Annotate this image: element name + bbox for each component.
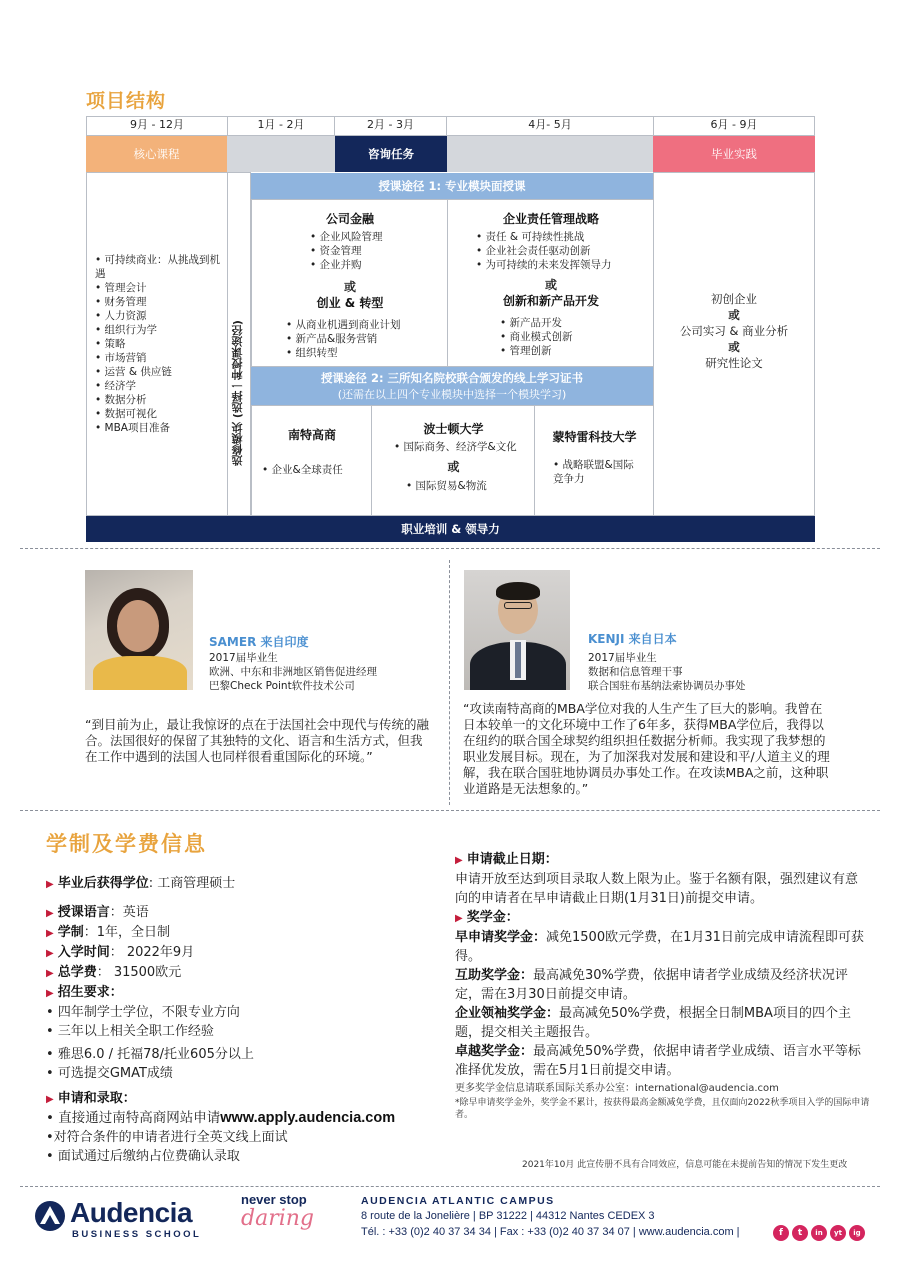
period-2: 1月 - 2月 bbox=[227, 116, 335, 136]
linkedin-icon[interactable]: in bbox=[811, 1225, 827, 1241]
consulting-bar: 咨询任务 bbox=[335, 136, 447, 172]
structure-title: 项目结构 bbox=[86, 90, 167, 112]
triangle-icon: ▶ bbox=[46, 1094, 54, 1105]
intake-value: ： 2022年9月 bbox=[109, 945, 195, 960]
boston-list-1 bbox=[394, 440, 517, 454]
core-item: • 市场营销 bbox=[95, 351, 221, 365]
degree-value: : 工商管理硕士 bbox=[148, 876, 236, 891]
csr-item: • 企业社会责任驱动创新 bbox=[476, 244, 612, 258]
montreal-title: 蒙特雷科技大学 bbox=[552, 430, 637, 444]
boston-item: • 国际贸易&物流 bbox=[406, 479, 487, 493]
finance-title: 公司金融 bbox=[325, 212, 374, 226]
montreal-list bbox=[553, 458, 643, 486]
venture-item: • 组织转型 bbox=[286, 346, 401, 360]
structure-table bbox=[86, 116, 815, 542]
deadline-label: 申请截止日期： bbox=[466, 852, 558, 867]
triangle-icon: ▶ bbox=[46, 988, 54, 999]
apply-step: 面试通过后缴纳占位费确认录取 bbox=[57, 1149, 240, 1164]
requirement: • 四年制学士学位，不限专业方向 bbox=[46, 1005, 240, 1020]
core-item: • 策略 bbox=[95, 337, 221, 351]
finance-item: • 企业风险管理 bbox=[310, 230, 383, 244]
requirement: • 三年以上相关全职工作经验 bbox=[46, 1024, 214, 1039]
period-3: 2月 - 3月 bbox=[334, 116, 447, 136]
kenji-line: 数据和信息管理干事 bbox=[588, 666, 683, 678]
grad-option: 研究性论文 bbox=[705, 356, 763, 370]
or-label: 或 bbox=[728, 308, 740, 322]
apply-link[interactable]: www.apply.audencia.com bbox=[220, 1110, 396, 1126]
info-left-column: ▶ 毕业后获得学位: 工商管理硕士 ▶ 授课语言：英语 ▶ 学制：1年，全日制 ▶ 入学时间： 2022年9月 ▶ 总学费： 31500欧元 ▶ 招生要求： • 四年制学士学位，不限专业方向 • 三年以上相关全职工作经验 • 雅思6.0 / 托福78/托业605分以上 • 可选提交GMAT成绩 ▶ 申请和录取： • 直接通过南特高商网站申请www.apply.audencia.com •对符合条件的申请者进行全英文线上面试 • 面试通过后缴纳占位费确认录取 bbox=[46, 874, 436, 1166]
path2-subtitle: (还需在以上四个专业模块中选择一个模块学习) bbox=[337, 388, 567, 401]
divider bbox=[449, 560, 450, 805]
csr-item: • 责任 & 可持续性挑战 bbox=[476, 230, 612, 244]
nantes-block bbox=[251, 405, 372, 516]
fee-value: ： 31500欧元 bbox=[96, 965, 182, 980]
core-item: • MBA项目准备 bbox=[95, 421, 221, 435]
or-label: 或 bbox=[728, 340, 740, 354]
lang-label: 授课语言 bbox=[57, 905, 110, 920]
grad-option: 初创企业 bbox=[711, 292, 757, 306]
innovation-item: • 新产品开发 bbox=[500, 316, 573, 330]
samer-name: SAMER 来自印度 bbox=[209, 635, 309, 649]
scholarship-label: 奖学金： bbox=[466, 910, 519, 925]
campus-contact: Tél. : +33 (0)2 40 37 34 34 | Fax : +33 (0)2 40 37 34 07 | www.audencia.com | bbox=[361, 1226, 740, 1238]
samer-line: 2017届毕业生 bbox=[209, 652, 278, 664]
finance-item: • 资金管理 bbox=[310, 244, 383, 258]
career-bar: 职业培训 & 领导力 bbox=[86, 516, 815, 542]
samer-photo bbox=[85, 570, 193, 690]
kenji-quote: “攻读南特高商的MBA学位对我的人生产生了巨大的影响。我曾在日本较单一的文化环境中工作了6年多，获得MBA学位后，我得以在纽约的联合国全球契约组织担任数据分析师。我实现了我梦想的职业发展目标。现在，为了加深我对发展和建设和平/人道主义的理解，我在联合国驻地协调员办事处工作。在攻读MBA之前，这种职业道路是无法想象的。” bbox=[463, 701, 830, 796]
csr-title: 企业责任管理战略 bbox=[502, 212, 599, 226]
venture-item: • 新产品&服务营销 bbox=[286, 332, 401, 346]
core-item: • 数据可视化 bbox=[95, 407, 221, 421]
apply-label: 申请和录取： bbox=[57, 1091, 136, 1106]
fee-label: 总学费 bbox=[57, 965, 97, 980]
facebook-icon[interactable]: f bbox=[773, 1225, 789, 1241]
core-item: • 人力资源 bbox=[95, 309, 221, 323]
scholarship-item: 互助奖学金：最高减免30%学费，依据申请者学业成绩及经济状况评定，需在3月30日前提交申请。 bbox=[455, 968, 848, 1002]
divider bbox=[20, 548, 880, 549]
slogan-line2: daring bbox=[241, 1206, 315, 1231]
kenji-name: KENJI 来自日本 bbox=[588, 632, 677, 646]
boston-item: • 国际商务、经济学&文化 bbox=[394, 440, 517, 454]
innovation-item: • 商业模式创新 bbox=[500, 330, 573, 344]
scholarship-item: 卓越奖学金：最高减免50%学费，依据申请者学业成绩、语言水平等标准择优发放，需在5月1日前提交申请。 bbox=[455, 1044, 861, 1078]
brand-sub: BUSINESS SCHOOL bbox=[72, 1229, 202, 1240]
footnote: *除早申请奖学金外，奖学金不累计，按获得最高金额减免学费，且仅面向2022秋季项目入学的国际申请者。 bbox=[455, 1098, 870, 1120]
core-list-cell bbox=[86, 172, 228, 516]
path2-bar bbox=[251, 367, 653, 405]
kenji-info bbox=[588, 651, 746, 693]
youtube-icon[interactable]: yt bbox=[830, 1225, 846, 1241]
venture-list bbox=[286, 318, 401, 360]
divider bbox=[20, 810, 880, 811]
boston-block bbox=[371, 405, 535, 516]
core-item: • 财务管理 bbox=[95, 295, 221, 309]
triangle-icon: ▶ bbox=[455, 913, 463, 924]
nantes-title: 南特高商 bbox=[287, 428, 336, 442]
innovation-item: • 管理创新 bbox=[500, 344, 573, 358]
nantes-list bbox=[262, 463, 343, 477]
or-label: 或 bbox=[447, 460, 460, 474]
apply-step: 直接通过南特高商网站申请 bbox=[58, 1110, 221, 1126]
deadline-text: 申请开放至达到项目录取人数上限为止。鉴于名额有限，强烈建议有意向的申请者在早申请截止日期(1月31日)前提交申请。 bbox=[455, 872, 859, 906]
duration-label: 学制 bbox=[57, 925, 84, 940]
boston-title: 波士顿大学 bbox=[423, 422, 484, 436]
requirement: • 可选提交GMAT成绩 bbox=[46, 1066, 173, 1081]
montreal-block bbox=[534, 405, 654, 516]
core-item: • 经济学 bbox=[95, 379, 221, 393]
period-5: 6月 - 9月 bbox=[653, 116, 815, 136]
graduation-bar: 毕业实践 bbox=[653, 136, 815, 172]
core-item: • 管理会计 bbox=[95, 281, 221, 295]
core-courses-bar: 核心课程 bbox=[86, 136, 227, 172]
kenji-line: 2017届毕业生 bbox=[588, 652, 657, 664]
boston-list-2 bbox=[406, 479, 487, 493]
core-item: • 可持续商业：从挑战到机遇 bbox=[95, 253, 221, 281]
triangle-icon: ▶ bbox=[46, 908, 54, 919]
gap-bar-2 bbox=[447, 136, 654, 172]
scholarship-item: 早申请奖学金：减免1500欧元学费，在1月31日前完成申请流程即可获得。 bbox=[455, 930, 864, 964]
samer-line: 巴黎Check Point软件技术公司 bbox=[209, 680, 355, 692]
period-4: 4月- 5月 bbox=[446, 116, 654, 136]
audencia-logo-icon bbox=[34, 1200, 66, 1232]
intake-label: 入学时间 bbox=[57, 945, 110, 960]
degree-label: 毕业后获得学位 bbox=[57, 876, 149, 891]
scholarship-item: 企业领袖奖学金：最高减免50%学费，根据全日制MBA项目的四个主题，提交相关主题报告。 bbox=[455, 1006, 851, 1040]
kenji-line: 联合国驻布基纳法索协调员办事处 bbox=[588, 680, 746, 692]
requirements-label: 招生要求： bbox=[57, 985, 123, 1000]
divider bbox=[20, 1186, 880, 1187]
grad-option: 公司实习 & 商业分析 bbox=[679, 324, 789, 338]
contact-line: 更多奖学金信息请联系国际关系办公室：international@audencia.com bbox=[455, 1083, 779, 1094]
samer-line: 欧洲、中东和非洲地区销售促进经理 bbox=[209, 666, 377, 678]
nantes-item: • 企业&全球责任 bbox=[262, 463, 343, 477]
kenji-photo bbox=[464, 570, 570, 690]
twitter-icon[interactable]: t bbox=[792, 1225, 808, 1241]
core-item: • 运营 & 供应链 bbox=[95, 365, 221, 379]
campus-address: 8 route de la Jonelière | BP 31222 | 44312 Nantes CEDEX 3 bbox=[361, 1210, 655, 1222]
instagram-icon[interactable]: ig bbox=[849, 1225, 865, 1241]
finance-block bbox=[251, 199, 448, 367]
date-note: 2021年10月 此宣传册不具有合同效应，信息可能在未提前告知的情况下发生更改 bbox=[522, 1160, 848, 1170]
innovation-title: 创新和新产品开发 bbox=[502, 294, 599, 308]
campus-name: AUDENCIA ATLANTIC CAMPUS bbox=[361, 1195, 555, 1207]
path1-bar: 授课途径 1: 专业模块面授课 bbox=[251, 173, 653, 199]
venture-item: • 从商业机遇到商业计划 bbox=[286, 318, 401, 332]
elective-label: 选修模块 (选择一种授课途径) bbox=[231, 320, 244, 466]
or-label: 或 bbox=[544, 278, 557, 292]
slogan-line1: never stop bbox=[241, 1192, 307, 1207]
period-1: 9月 - 12月 bbox=[86, 116, 228, 136]
lang-value: ：英语 bbox=[109, 905, 149, 920]
info-title: 学制及学费信息 bbox=[46, 832, 207, 856]
requirement: • 雅思6.0 / 托福78/托业605分以上 bbox=[46, 1047, 254, 1062]
finance-item: • 企业并购 bbox=[310, 258, 383, 272]
graduation-options bbox=[653, 172, 815, 516]
gap-bar bbox=[227, 136, 335, 172]
brand-name: Audencia bbox=[70, 1197, 193, 1228]
core-list bbox=[95, 253, 221, 435]
samer-quote: “到目前为止，最让我惊讶的点在于法国社会中现代与传统的融合。法国很好的保留了其独特的文化、语言和生活方式，但我在工作中遇到的法国人也同样很看重国际化的环境。” bbox=[85, 717, 429, 764]
triangle-icon: ▶ bbox=[46, 948, 54, 959]
path2-title: 授课途径 2: 三所知名院校联合颁发的线上学习证书 bbox=[320, 371, 584, 385]
or-label: 或 bbox=[343, 280, 356, 294]
triangle-icon: ▶ bbox=[46, 928, 54, 939]
triangle-icon: ▶ bbox=[455, 855, 463, 866]
duration-value: ：1年，全日制 bbox=[83, 925, 170, 940]
csr-item: • 为可持续的未来发挥领导力 bbox=[476, 258, 612, 272]
finance-list bbox=[310, 230, 383, 272]
elective-label-cell bbox=[227, 172, 251, 516]
csr-block bbox=[447, 199, 654, 367]
montreal-item: • 战略联盟&国际竞争力 bbox=[553, 458, 643, 486]
innovation-list bbox=[500, 316, 573, 358]
triangle-icon: ▶ bbox=[46, 879, 54, 890]
core-item: • 数据分析 bbox=[95, 393, 221, 407]
csr-list bbox=[476, 230, 612, 272]
social-icons bbox=[773, 1225, 868, 1241]
samer-info bbox=[209, 651, 377, 693]
venture-title: 创业 & 转型 bbox=[316, 296, 384, 310]
triangle-icon: ▶ bbox=[46, 968, 54, 979]
info-right-column bbox=[455, 850, 870, 1121]
core-item: • 组织行为学 bbox=[95, 323, 221, 337]
apply-step: 对符合条件的申请者进行全英文线上面试 bbox=[53, 1130, 288, 1145]
